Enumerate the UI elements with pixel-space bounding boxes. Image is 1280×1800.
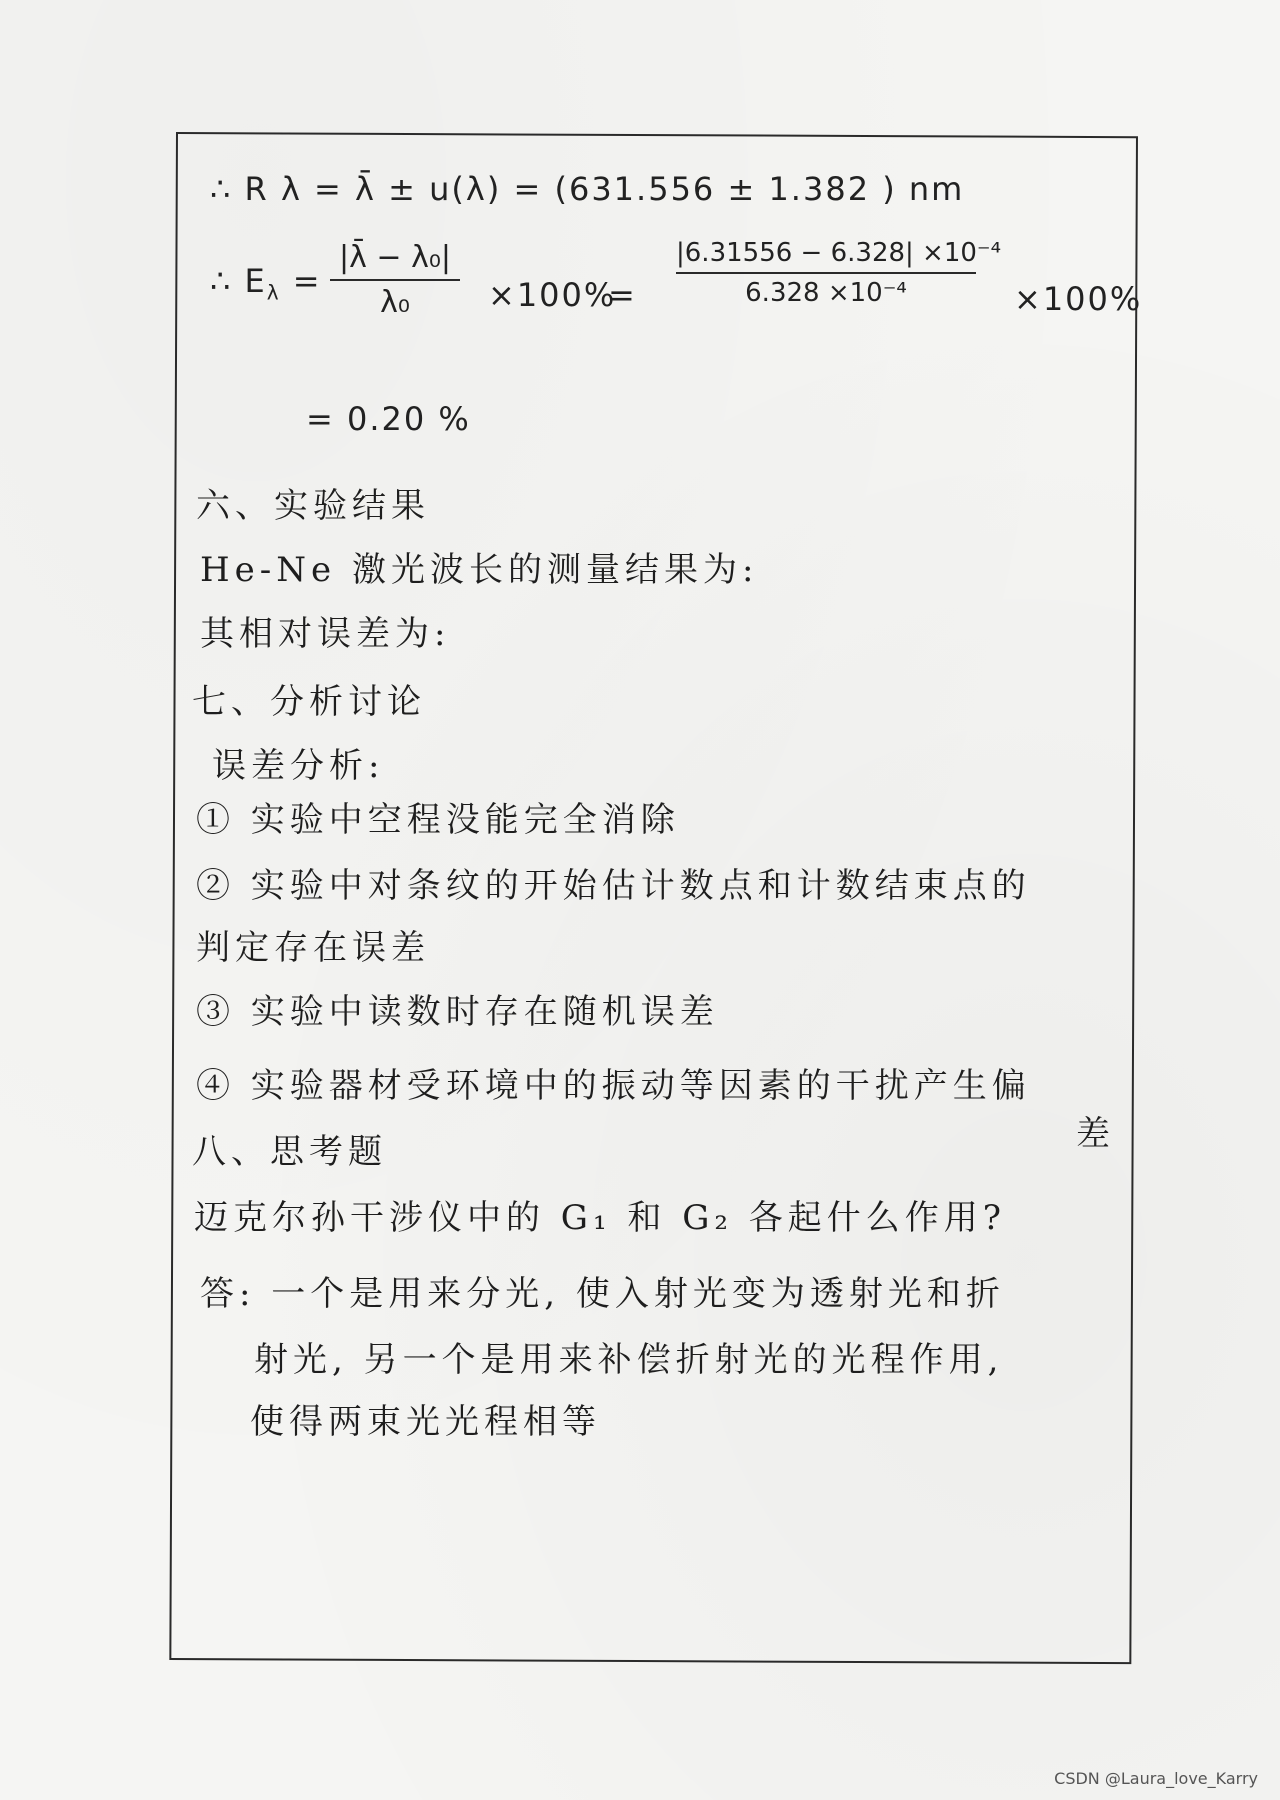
relative-error-prefix: ∴ E <box>210 262 267 300</box>
fraction-symbolic-denominator: λ₀ <box>380 285 410 320</box>
relative-error-equals: = <box>292 262 322 300</box>
times-100-percent-2: ×100% <box>1014 280 1143 318</box>
fraction-symbolic <box>330 240 460 320</box>
error-item-2: ② 实验中对条纹的开始估计数点和计数结束点的 <box>196 866 1031 906</box>
section-8-answer-line-2: 射光, 另一个是用来补偿折射光的光程作用, <box>254 1340 1004 1380</box>
section-8-title: 八、思考题 <box>192 1132 387 1172</box>
section-8-answer-line-3: 使得两束光光程相等 <box>250 1402 601 1442</box>
fraction-numeric <box>676 238 1002 308</box>
equals-sign-2: = <box>608 276 637 314</box>
error-item-1: ① 实验中空程没能完全消除 <box>196 800 680 840</box>
wavelength-result-formula: ∴ R λ = λ̄ ± u(λ) = (631.556 ± 1.382 ) nm <box>210 170 965 208</box>
fraction-numeric-denominator: 6.328 ×10⁻⁴ <box>745 278 907 308</box>
error-item-2-continued: 判定存在误差 <box>196 928 430 968</box>
fraction-symbolic-bar <box>330 279 460 281</box>
section-6-title: 六、实验结果 <box>196 486 430 526</box>
section-8-question: 迈克尔孙干涉仪中的 G₁ 和 G₂ 各起什么作用? <box>194 1198 1007 1238</box>
csdn-watermark: CSDN @Laura_love_Karry <box>1054 1769 1258 1788</box>
section-6-wavelength-result: He-Ne 激光波长的测量结果为: <box>200 550 759 590</box>
fraction-numeric-bar <box>676 272 976 274</box>
section-8-answer-line-1: 答: 一个是用来分光, 使入射光变为透射光和折 <box>200 1274 1005 1314</box>
error-item-4-continued: 差 <box>1076 1114 1115 1154</box>
section-7-subtitle: 误差分析: <box>212 746 385 786</box>
relative-error-label <box>210 262 322 304</box>
error-item-4: ④ 实验器材受环境中的振动等因素的干扰产生偏 <box>196 1066 1031 1106</box>
error-item-3: ③ 实验中读数时存在随机误差 <box>196 992 719 1032</box>
relative-error-subscript: λ <box>266 280 281 305</box>
fraction-numeric-numerator: |6.31556 − 6.328| ×10⁻⁴ <box>676 238 1002 268</box>
times-100-percent-1: ×100% <box>488 276 617 314</box>
section-6-relative-error: 其相对误差为: <box>200 614 451 654</box>
section-7-title: 七、分析讨论 <box>192 682 426 722</box>
fraction-symbolic-numerator: |λ̄ − λ₀| <box>339 240 451 275</box>
relative-error-result: = 0.20 % <box>306 400 471 438</box>
